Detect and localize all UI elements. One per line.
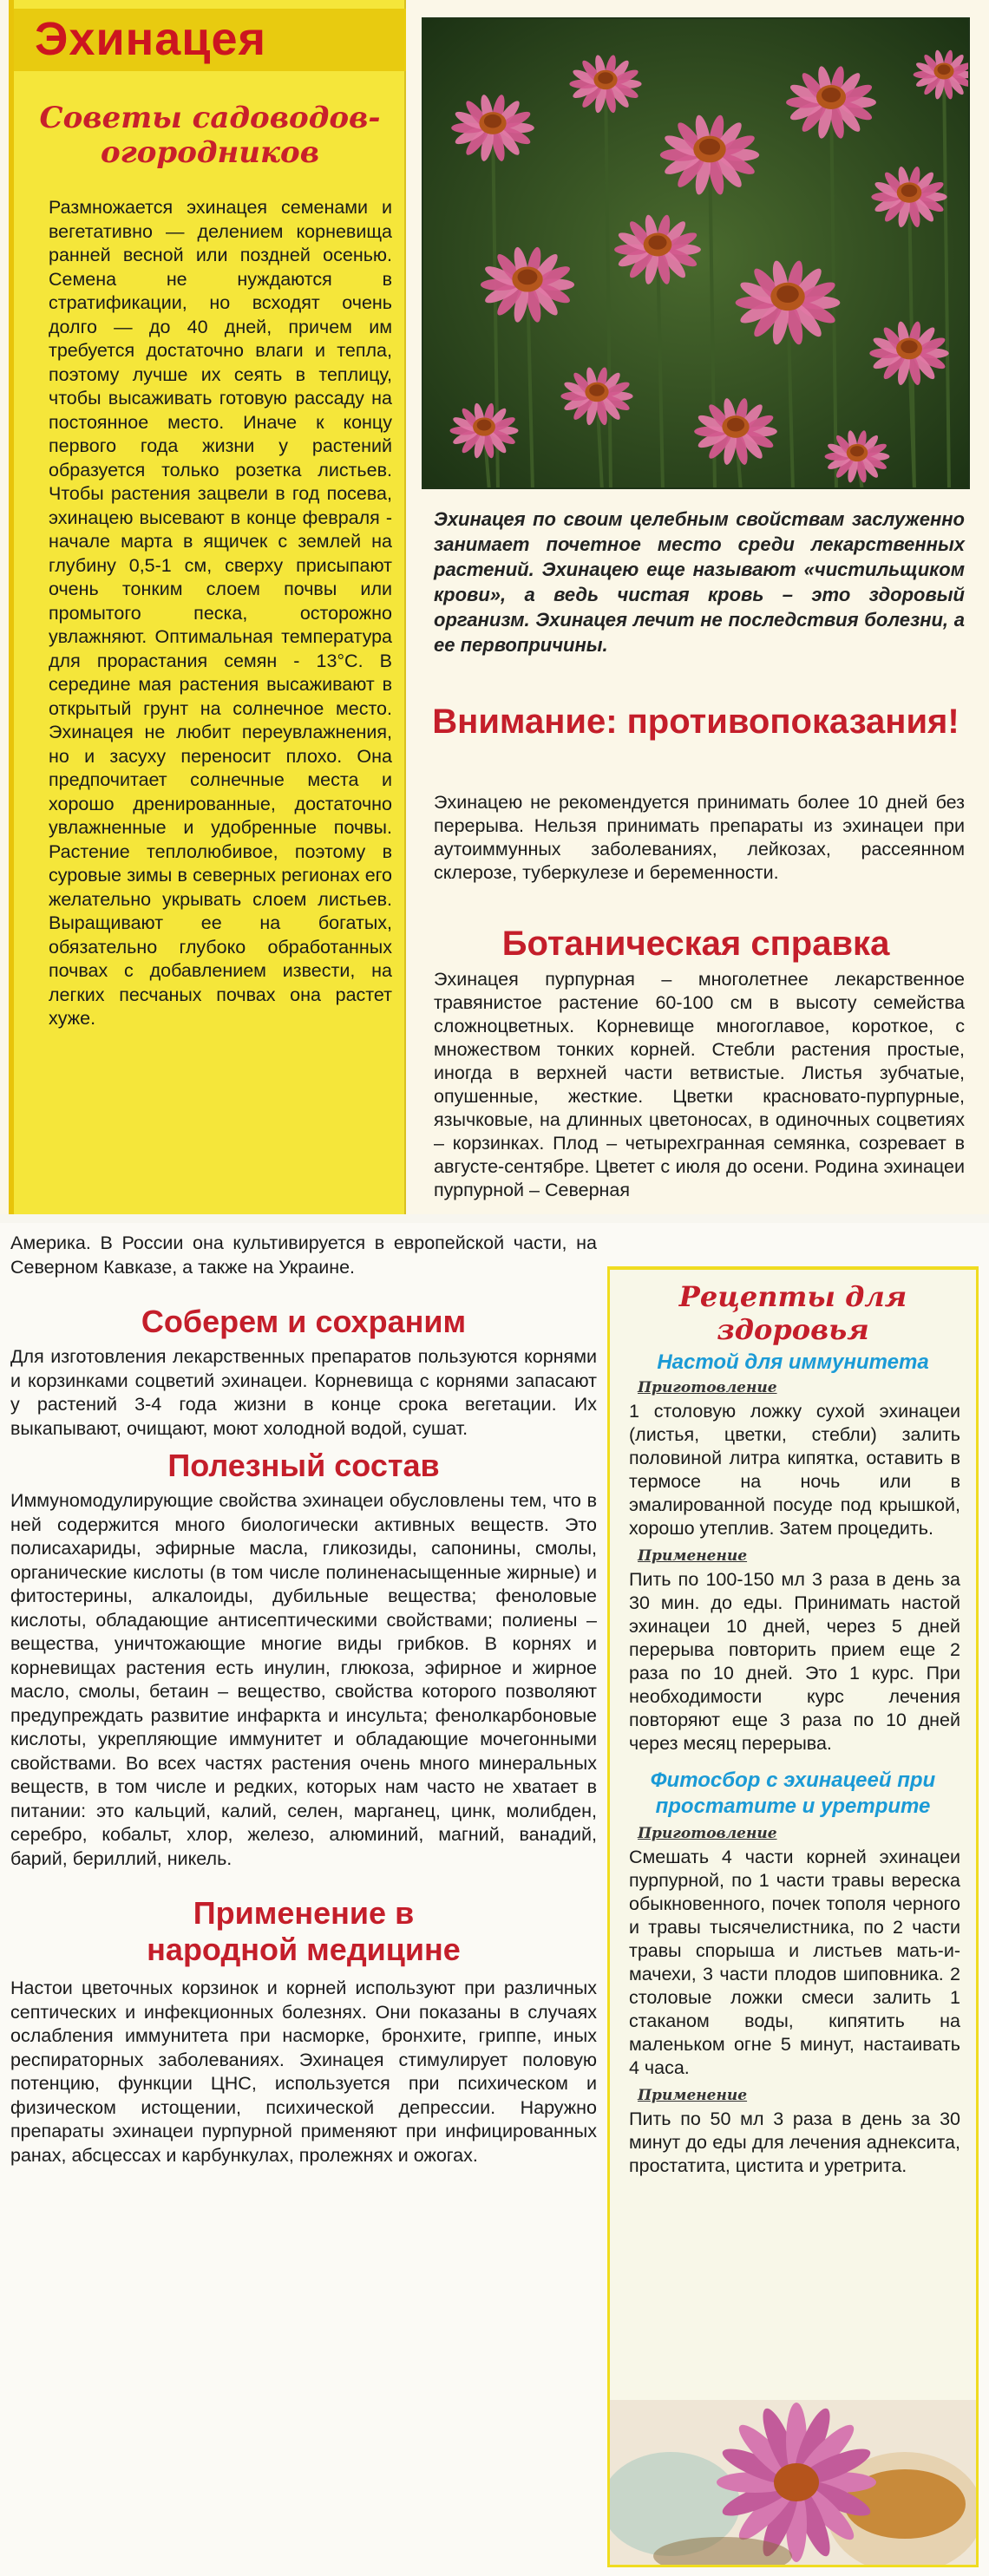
folk-medicine-text: Настои цветочных корзинок и корней используют при различных септических и инфекционных болезнях. Они показаны в случаях ослабления иммунитета при насморке, бронхите, гриппе, иных респираторных заболеваниях. Эхинацея стимулирует половую потенцию, функции ЦНС, используется при психическом и физическом истощении, психической депрессии. Наружно препараты эхинацеи пурпурной применяют при инфицированных ранах, абсцессах и карбункулах, пролежнях и ожогах. — [10, 1978, 597, 2166]
echinacea-flowers-illustration — [423, 19, 970, 489]
tips-column — [9, 0, 406, 1214]
echinacea-photo — [422, 17, 970, 489]
warning-heading: Внимание: противопоказания! — [432, 703, 960, 741]
title-band — [14, 9, 406, 71]
botany-continued-text: Америка. В России она культивируется в европейской части, на Северном Кавказе, а также на Украине. — [10, 1232, 597, 1278]
folk-medicine-heading: Применение в народной медицине — [147, 1895, 461, 1967]
tea-and-flower-illustration — [610, 2400, 976, 2565]
recipe-2-title: Фитосбор с эхинацеей при простатите и уретрите — [650, 1769, 936, 1818]
recipe-1-use-text: Пить по 100-150 мл 3 раза в день за 30 мин. до еды. Принимать настой эхинацеи 10 дней, через 5 дней перерыва повторить прием еще 2 раза по 10 дней. Это 1 курс. При необходимости курс лечения повторяют еще 3 раза по 10 дней через месяц перерыва. — [629, 1569, 960, 1754]
recipes-card — [607, 1266, 979, 2567]
recipe-2-use-label: Применение — [638, 2087, 748, 2104]
botany-heading: Ботаническая справка — [501, 925, 890, 963]
recipe-1-use-label: Применение — [638, 1547, 748, 1565]
collect-text: Для изготовления лекарственных препаратов пользуются корнями и корзинками соцветий эхинацеи. Корневища с корнями запасают у растений 3-4 года жизни в конце срока вегетации. Их выкапывают, очищают, моют холодной водой, сушат. — [10, 1346, 597, 1439]
recipes-heading: Рецепты для здоровья — [678, 1280, 907, 1346]
page-title: Эхинацея — [35, 13, 267, 65]
recipe-2-use-text: Пить по 50 мл 3 раза в день за 30 минут до еды для лечения аднексита, простатита, цистита и уретрита. — [629, 2109, 960, 2176]
collect-heading: Соберем и сохраним — [141, 1304, 467, 1339]
warning-text: Эхинацею не рекомендуется принимать более 10 дней без перерыва. Нельзя принимать препараты из эхинацеи при аутоиммунных заболеваниях, лейкозах, рассеянном склерозе, туберкулезе и беременности. — [434, 792, 965, 883]
intro-caption: Эхинацея по своим целебным свойствам заслуженно занимает почетное место среди лекарственных растений. Эхинацею еще называют «чистильщиком крови», а ведь чистая кровь – это здоровый организм. Эхинацея лечит не последствия болезни, а ее первопричины. — [434, 508, 965, 656]
top-clipping — [0, 0, 989, 1214]
botany-text: Эхинацея пурпурная – многолетнее лекарственное травянистое растение 60-100 см в высоту семейства сложноцветных. Корневище многоглавое, короткое, с множеством тонких корней. Стебли растения простые, иногда в верхней части ветвистые. Листья зубчатые, опушенные, жесткие. Цветки красновато-пурпурные, язычковые, на длинных цветоносах, в одиночных соцветиях – корзинках. Плод – четырехгранная семянка, созревает в августе-сентябре. Цветет с июля до осени. Родина эхинацеи пурпурной – Северная — [434, 969, 965, 1200]
recipe-2-prep-text: Смешать 4 части корней эхинацеи пурпурной, по 1 части травы вереска обыкновенного, почек тополя черного и травы тысячелистника, по 2 части травы спорыша и листьев мать-и-мачехи, 3 части плодов шиповника. 2 столовые ложки смеси залить 1 стаканом воды, кипятить на маленьком огне 5 минут, настаивать 4 часа. — [629, 1847, 960, 2078]
tips-heading: Советы садоводов-огородников — [39, 101, 381, 170]
recipe-1-title: Настой для иммунитета — [657, 1350, 929, 1374]
recipe-1-prep-label: Приготовление — [638, 1379, 777, 1396]
tips-text: Размножается эхинацея семенами и вегетативно — делением корневища ранней весной или поздней осенью. Семена не нуждаются в стратификации, но всходят очень долго — до 40 дней, причем им требуется достаточно влаги и тепла, поэтому лучше их сеять в теплицу, чтобы высаживать готовую рассаду на постоянное место. Иначе к концу первого года жизни у растений образуется только розетка листьев. Чтобы растения зацвели в год посева, эхинацею высевают в конце февраля - начале марта в ящичек с землей на глубину 0,5-1 см, сверху присыпают очень тонким слоем почвы или промытого песка, осторожно увлажняют. Оптимальная температура для прорастания семян - 13°С. В середине мая растения высаживают в открытый грунт на солнечное место. Эхинацея не любит переувлажнения, но и засуху переносит плохо. Она предпочитает солнечные места и хорошо дренированные, достаточно увлажненные и удобренные почвы. Растение теплолюбивое, поэтому в суровые зимы в северных регионах его желательно укрывать слоем листьев. Выращивают ее на богатых, обязательно глубоко обработанных почвах с добавлением извести, на легких песчаных почвах она растет хуже. — [49, 197, 392, 1029]
composition-text: Иммуномодулирующие свойства эхинацеи обусловлены тем, что в ней содержится много биологически активных веществ. Это полисахариды, эфирные масла, гликозиды, сапонины, смолы, органические кислоты (в том числе полиненасыщенные жирные) и фитостерины, алкалоиды, дубильные вещества; феноловые кислоты, обладающие антисептическими свойствами; полиены – вещества, уничтожающие многие виды грибков. В корнях и корневищах растения есть инулин, глюкоза, эфирное и жирное масло, смолы, бетаин – вещество, свойства которого позволяют предупреждать развитие инфаркта и инсульта; фенолкарбоновые кислоты, укрепляющие иммунитет и обладающие мочегонными свойствами. Во всех частях растения очень много минеральных веществ, в том числе и редких, которых нам часто не хватает в питании: это кальций, калий, селен, марганец, цинк, молибден, серебро, кобальт, хлор, железо, алюминий, магний, ванадий, барий, бериллий, никель. — [10, 1490, 597, 1869]
recipe-1-prep-text: 1 столовую ложку сухой эхинацеи (листья, цветки, стебли) залить половиной литра кипятка, оставить в термосе на ночь или в эмалированной посуде под крышкой, хорошо утеплив. Затем процедить. — [629, 1401, 960, 1539]
composition-heading: Полезный состав — [167, 1448, 440, 1483]
recipe-2-prep-label: Приготовление — [638, 1825, 777, 1842]
bottom-clipping — [0, 1223, 989, 2576]
main-article-column — [10, 1223, 597, 2576]
herbal-tea-photo — [610, 2400, 976, 2565]
